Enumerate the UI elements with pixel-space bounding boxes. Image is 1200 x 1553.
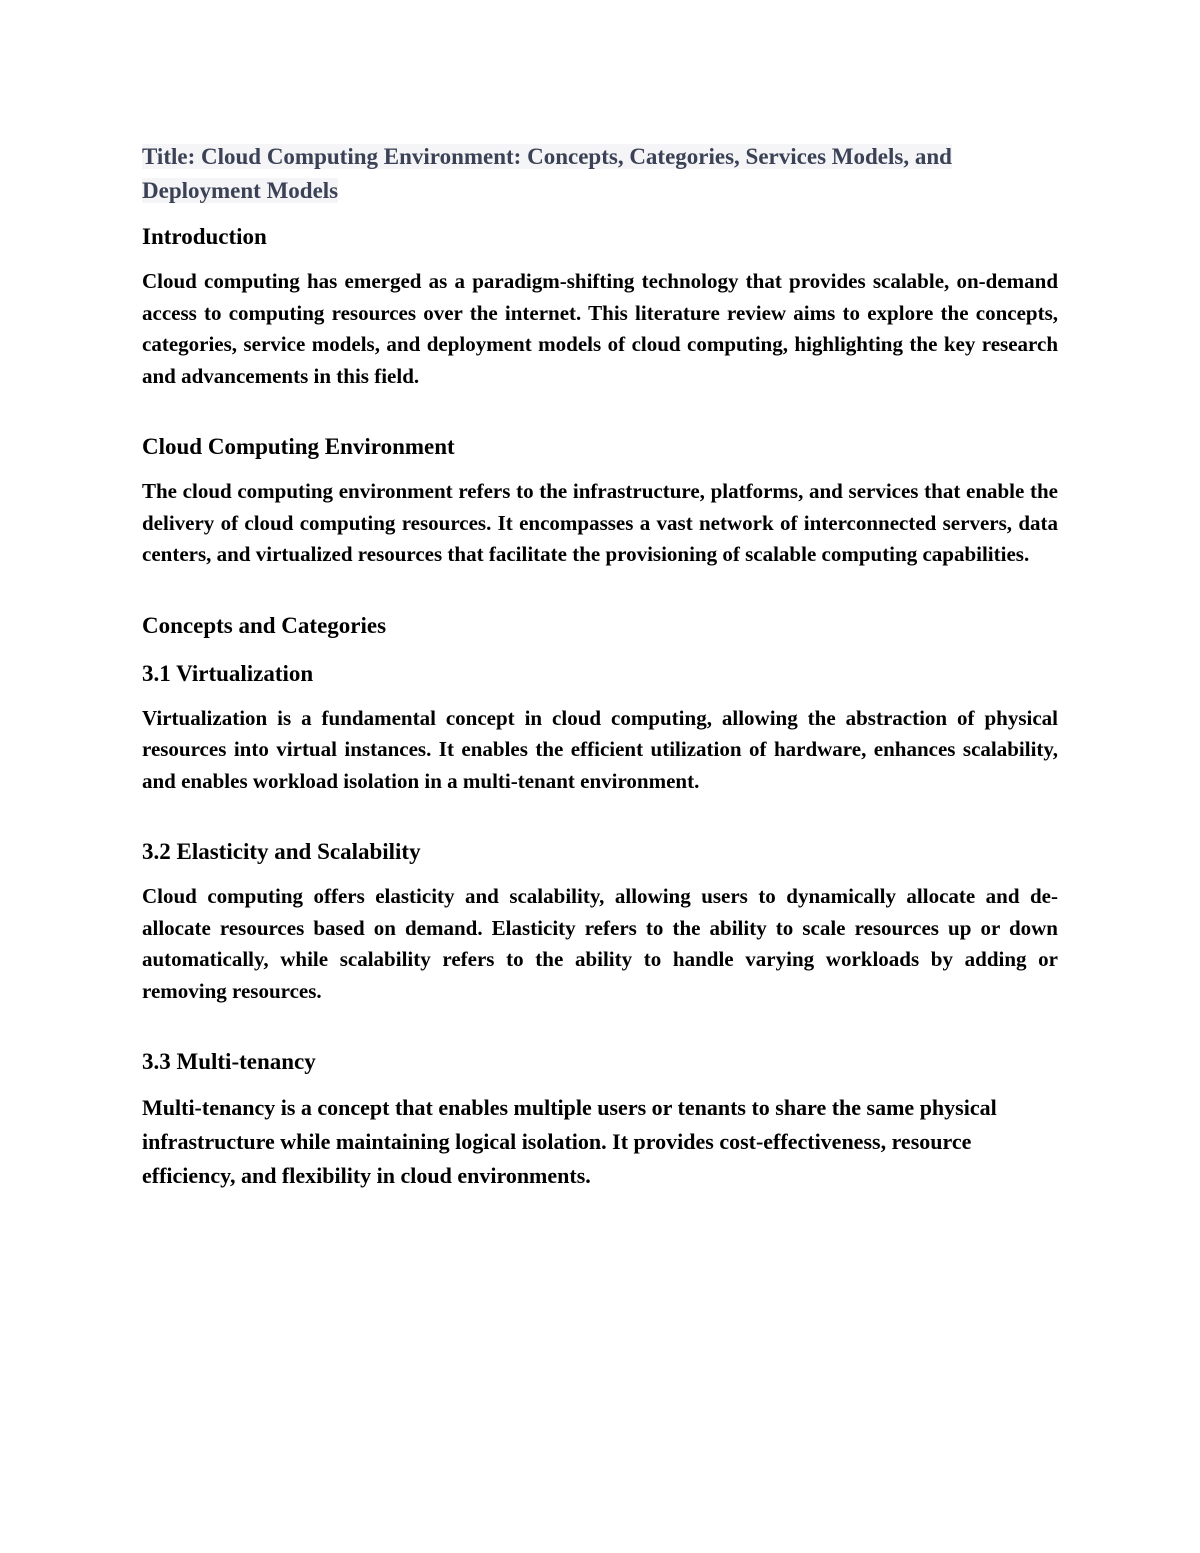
document-page [142, 140, 1058, 1193]
section-body-introduction: Cloud computing has emerged as a paradigm-shifting technology that provides scalable, on-demand access to computing resources over the internet. This literature review aims to explore the concepts, categories, service models, and deployment models of cloud computing, highlighting the key research and advancements in this field. [142, 269, 1058, 388]
document-title [142, 140, 1058, 208]
section-body-multitenancy: Multi-tenancy is a concept that enables multiple users or tenants to share the same physical infrastructure while maintaining logical isolation. It provides cost-effectiveness, resource efficiency, and flexibility in cloud environments. [142, 1095, 997, 1188]
section-heading-virtualization: 3.1 Virtualization [142, 660, 314, 686]
section-body-virtualization: Virtualization is a fundamental concept in cloud computing, allowing the abstraction of physical resources into virtual instances. It enables the efficient utilization of hardware, enhances scalability, and enables workload isolation in a multi-tenant environment. [142, 705, 1058, 793]
section-body-elasticity: Cloud computing offers elasticity and scalability, allowing users to dynamically allocate and de-allocate resources based on demand. Elasticity refers to the ability to scale resources up or down automatically, while scalability refers to the ability to handle varying workloads by adding or removing resources. [142, 884, 1058, 1003]
section-heading-environment: Cloud Computing Environment [142, 434, 455, 459]
section-heading-introduction: Introduction [142, 224, 267, 249]
document-title-text: Title: Cloud Computing Environment: Concepts, Categories, Services Models, and Deployment Models [142, 144, 952, 203]
section-body-environment: The cloud computing environment refers to the infrastructure, platforms, and services that enable the delivery of cloud computing resources. It encompasses a vast network of interconnected servers, data centers, and virtualized resources that facilitate the provisioning of scalable computing capabilities. [142, 479, 1058, 566]
section-heading-multitenancy: 3.3 Multi-tenancy [142, 1049, 316, 1074]
section-heading-elasticity: 3.2 Elasticity and Scalability [142, 839, 421, 864]
section-heading-concepts: Concepts and Categories [142, 612, 387, 638]
